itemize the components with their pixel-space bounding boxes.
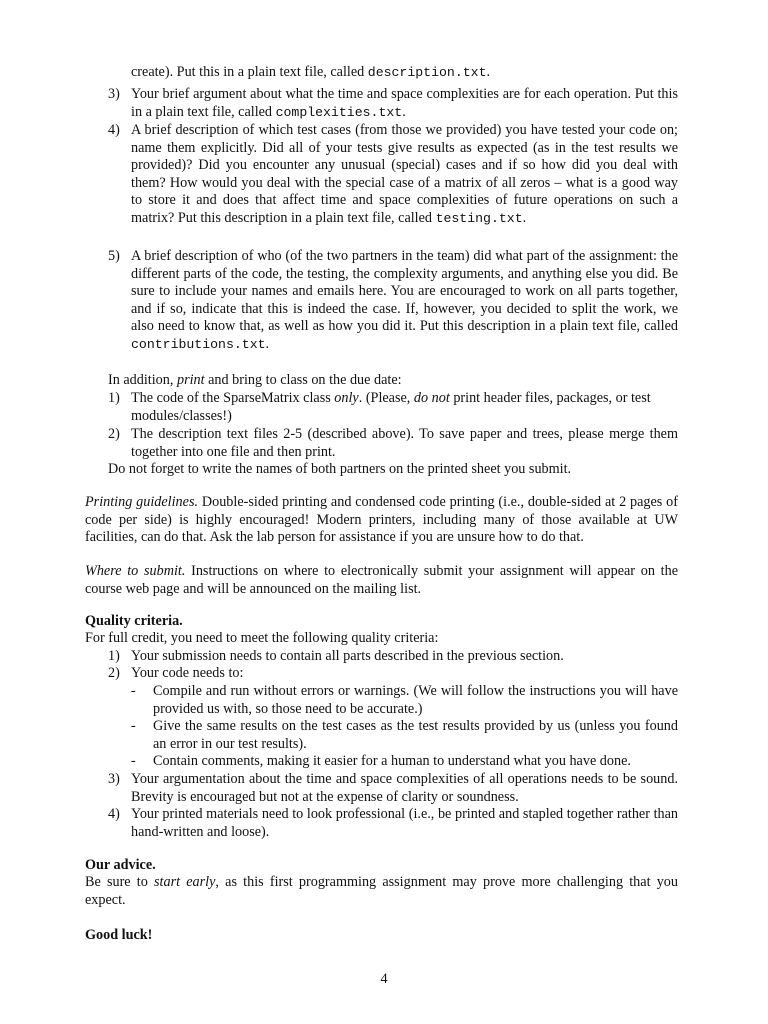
quality-item-2: 2) Your code needs to: <box>108 665 244 681</box>
quality-item-1: 1) Your submission needs to contain all parts described in the previous section. <box>108 648 564 664</box>
list-item-4: 4) A brief description of which test cases (from those we provided) you have tested your code on; name them explicitly. Did all of your tests give results as expected (as in the test results we provided)? Did you encounter any unusual (special) cases and if so how did you deal with them? How would you deal with the special case of a matrix of all zeros – what is a good way to store it and does that affect time and space complexities of future operations on such a matrix? Put this description in a plain text file, called testing.txt. <box>108 122 678 226</box>
print-item-2: 2) The description text files 2-5 (described above). To save paper and trees, please merge them together into one file and then print. <box>108 426 678 460</box>
print-item-1: 1) The code of the SparseMatrix class only. (Please, do not print header files, packages, or test modules/classes!) <box>108 390 651 424</box>
continuation-line: create). Put this in a plain text file, called description.txt. <box>131 64 491 80</box>
filename-contributions: contributions.txt <box>131 336 266 352</box>
quality-subitem-3: - Contain comments, making it easier for a human to understand what you have done. <box>131 753 631 769</box>
printing-guidelines: Printing guidelines. Double-sided printing and condensed code printing (i.e., double-sided at 2 pages of code per side) is highly encouraged! Modern printers, including many of those available at UW facilities, can do that. Ask the lab person for assistance if you are unsure how to do that. <box>85 494 678 546</box>
names-reminder: Do not forget to write the names of both partners on the printed sheet you submit. <box>108 461 572 477</box>
quality-heading: Quality criteria. <box>85 613 183 629</box>
filename-testing: testing.txt <box>435 210 523 226</box>
filename-complexities: complexities.txt <box>275 104 403 120</box>
advice-text: Be sure to start early, as this first programming assignment may prove more challenging that you expect. <box>85 874 678 908</box>
filename-description: description.txt <box>367 65 487 80</box>
quality-subitem-1: - Compile and run without errors or warnings. (We will follow the instructions you will have provided us with, so those need to be accurate.) <box>131 683 678 717</box>
closing-line: Good luck! <box>85 927 153 943</box>
print-intro: In addition, print and bring to class on the due date: <box>108 372 402 388</box>
quality-subitem-2: - Give the same results on the test cases as the test results provided by us (unless you found an error in our test results). <box>131 718 678 752</box>
quality-intro: For full credit, you need to meet the following quality criteria: <box>85 630 439 646</box>
list-item-3: 3) Your brief argument about what the time and space complexities are for each operation. Put this in a plain text file, called complexities.txt. <box>108 86 678 120</box>
quality-item-4: 4) Your printed materials need to look professional (i.e., be printed and stapled together rather than hand-written and loose). <box>108 806 678 840</box>
list-item-5: 5) A brief description of who (of the two partners in the team) did what part of the assignment: the different parts of the code, the testing, the complexity arguments, and anything else you did. Be sure to include your names and emails here. You are encouraged to work on all parts together, and if so, indicate that this is indeed the case. If, however, you decided to split the work, we also need to know that, as well as how you did it. Put this description in a plain text file, called contributions.txt. <box>108 248 678 352</box>
page-number: 4 <box>380 971 388 987</box>
where-to-submit: Where to submit. Instructions on where to electronically submit your assignment will appear on the course web page and will be announced on the mailing list. <box>85 563 679 597</box>
advice-heading: Our advice. <box>85 857 156 873</box>
quality-item-3: 3) Your argumentation about the time and space complexities of all operations needs to be sound. Brevity is encouraged but not at the expense of clarity or soundness. <box>108 771 678 805</box>
